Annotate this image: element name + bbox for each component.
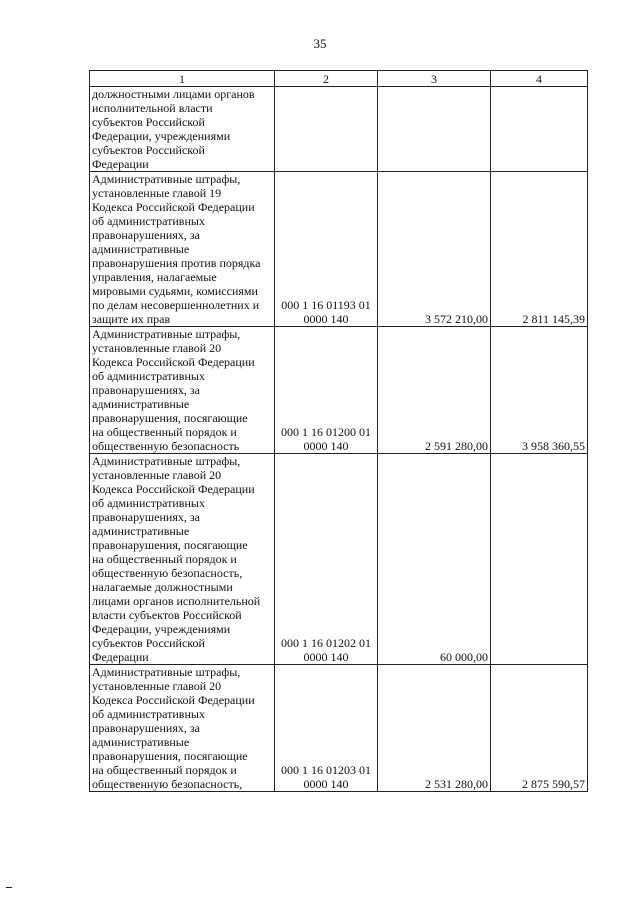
- column-header-3: 3: [378, 71, 491, 87]
- row-description: Административные штрафы, установленные главой 20 Кодекса Российской Федерации об административных правонарушениях, за административные правонарушения, посягающие на общественный порядок и общественную безопасность,: [90, 665, 275, 792]
- table-row: [90, 454, 588, 665]
- row-amount-col3: 2 531 280,00: [378, 665, 491, 792]
- row-budget-code: 000 1 16 01200 01 0000 140: [275, 327, 378, 454]
- column-header-4: 4: [491, 71, 588, 87]
- table-row: [90, 665, 588, 792]
- row-description: должностными лицами органов исполнительной власти субъектов Российской Федерации, учреждениями субъектов Российской Федерации: [90, 87, 275, 172]
- row-amount-col3: 2 591 280,00: [378, 327, 491, 454]
- row-description: Административные штрафы, установленные главой 19 Кодекса Российской Федерации об административных правонарушениях, за административные правонарушения против порядка управления, налагаемые мировыми судьями, комиссиями по делам несовершеннолетних и защите их прав: [90, 172, 275, 327]
- row-amount-col4: 2 875 590,57: [491, 665, 588, 792]
- row-description: Административные штрафы, установленные главой 20 Кодекса Российской Федерации об административных правонарушениях, за административные правонарушения, посягающие на общественный порядок и общественную безопасность, налагаемые должностными лицами органов исполнительной власти субъектов Российской Федерации, учреждениями субъектов Российской Федерации: [90, 454, 275, 665]
- row-budget-code: 000 1 16 01203 01 0000 140: [275, 665, 378, 792]
- table-header-row: [90, 71, 588, 87]
- row-budget-code: 000 1 16 01202 01 0000 140: [275, 454, 378, 665]
- row-budget-code: [275, 87, 378, 172]
- column-header-2: 2: [275, 71, 378, 87]
- row-budget-code: 000 1 16 01193 01 0000 140: [275, 172, 378, 327]
- column-header-1: 1: [90, 71, 275, 87]
- table-row: [90, 327, 588, 454]
- table-row: [90, 87, 588, 172]
- row-amount-col3: 60 000,00: [378, 454, 491, 665]
- row-amount-col4: 3 958 360,55: [491, 327, 588, 454]
- row-description: Административные штрафы, установленные главой 20 Кодекса Российской Федерации об административных правонарушениях, за административные правонарушения, посягающие на общественный порядок и общественную безопасность: [90, 327, 275, 454]
- row-amount-col4: 2 811 145,39: [491, 172, 588, 327]
- row-amount-col3: 3 572 210,00: [378, 172, 491, 327]
- page-number: 35: [313, 36, 327, 51]
- row-amount-col4: [491, 87, 588, 172]
- row-amount-col4: [491, 454, 588, 665]
- budget-table: [89, 70, 588, 792]
- table-row: [90, 172, 588, 327]
- row-amount-col3: [378, 87, 491, 172]
- scan-mark: [6, 887, 12, 888]
